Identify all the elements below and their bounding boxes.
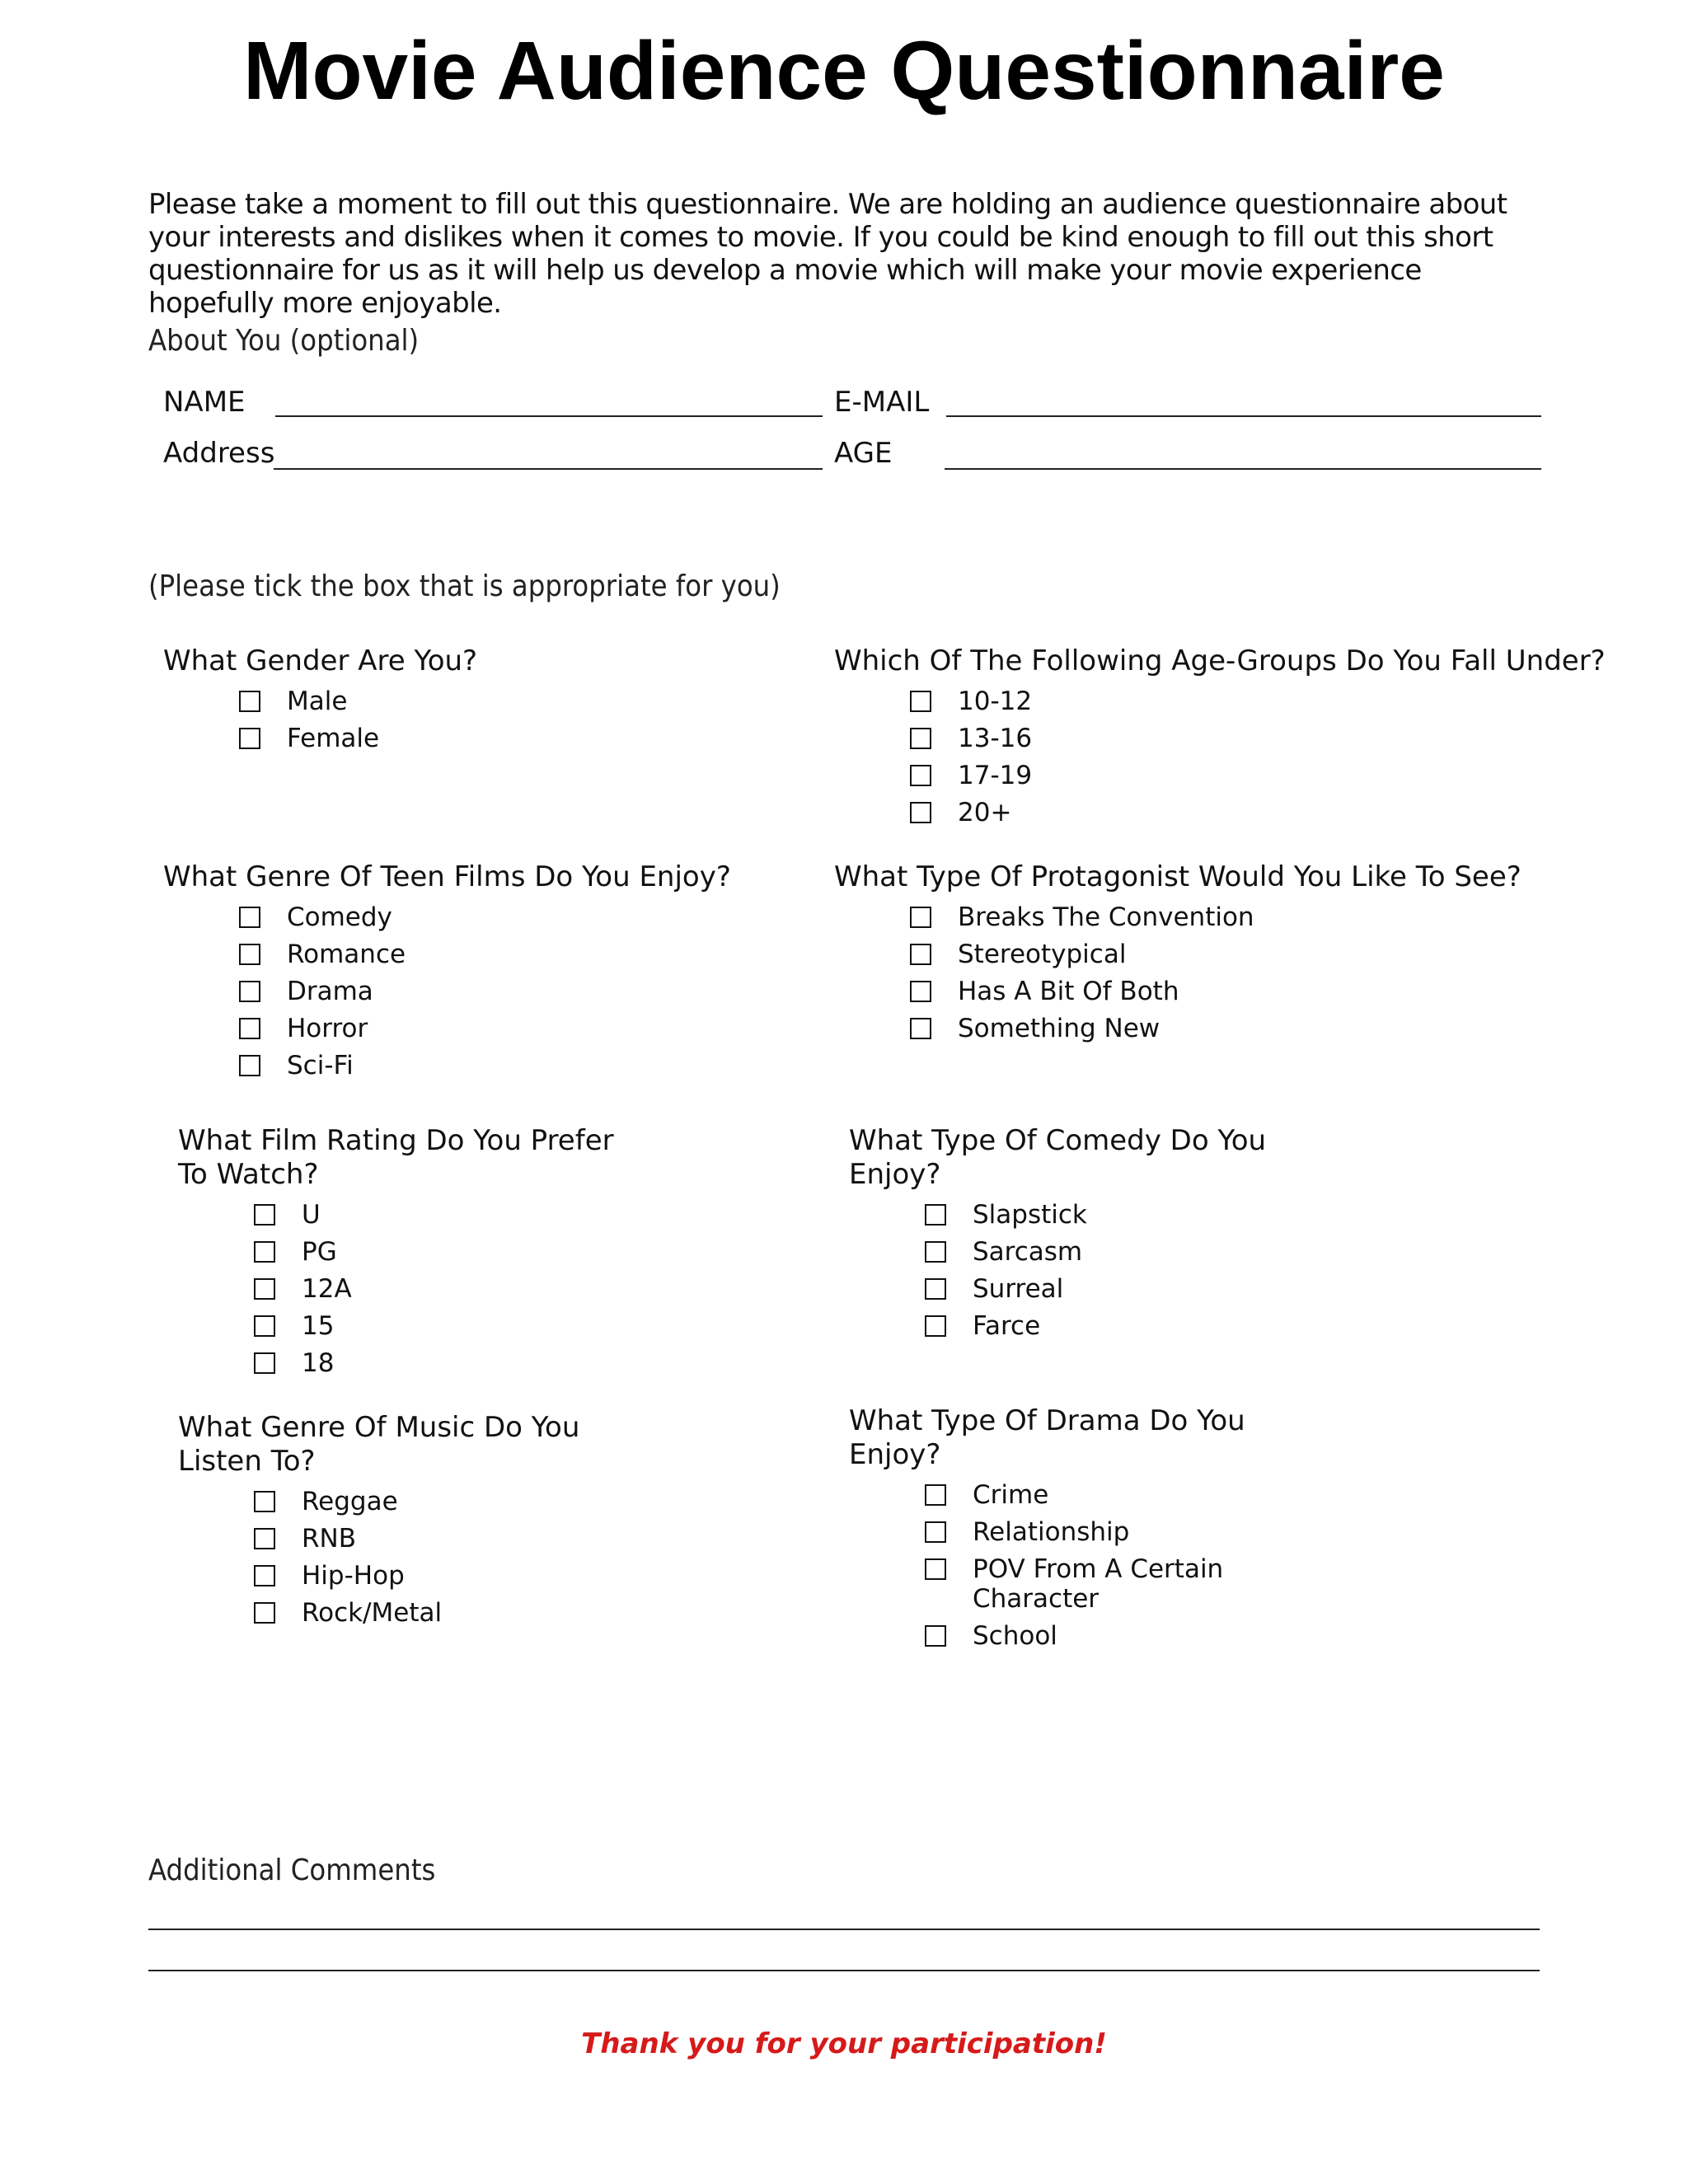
question-line: What Type Of Drama Do You — [849, 1404, 1245, 1437]
address-label: Address — [163, 437, 275, 470]
about-you-heading: About You (optional) — [148, 324, 420, 358]
checkbox[interactable] — [239, 981, 260, 1002]
checkbox[interactable] — [254, 1204, 275, 1226]
checkbox[interactable] — [910, 691, 931, 712]
option-label: Female — [287, 724, 380, 753]
option-label: Surreal — [973, 1274, 1064, 1304]
checkbox[interactable] — [925, 1315, 946, 1337]
checkbox[interactable] — [254, 1352, 275, 1374]
comment-line[interactable] — [148, 1929, 1540, 1930]
option-label: POV From A Certain — [973, 1554, 1224, 1584]
checkbox[interactable] — [925, 1241, 946, 1263]
option-label: PG — [302, 1237, 337, 1267]
question-line: To Watch? — [178, 1158, 319, 1191]
email-field[interactable] — [946, 415, 1541, 417]
checkbox[interactable] — [925, 1204, 946, 1226]
age-field[interactable] — [945, 468, 1541, 470]
checkbox[interactable] — [910, 944, 931, 965]
checkbox[interactable] — [239, 691, 260, 712]
option-label: Stereotypical — [958, 940, 1127, 969]
checkbox[interactable] — [254, 1315, 275, 1337]
option-label: 20+ — [958, 798, 1012, 827]
option-label: Male — [287, 687, 348, 716]
teen-genre-option[interactable] — [239, 902, 392, 932]
music-option[interactable] — [254, 1598, 442, 1628]
checkbox[interactable] — [910, 765, 931, 786]
checkbox[interactable] — [910, 728, 931, 749]
music-option[interactable] — [254, 1524, 356, 1554]
page-title: Movie Audience Questionnaire — [243, 25, 1445, 117]
comedy-question — [849, 1124, 1266, 1192]
rating-option[interactable] — [254, 1274, 352, 1304]
option-label: Reggae — [302, 1487, 398, 1516]
option-label: Something New — [958, 1014, 1160, 1043]
rating-option[interactable] — [254, 1348, 334, 1378]
checkbox[interactable] — [239, 1018, 260, 1039]
intro-paragraph: Please take a moment to fill out this questionnaire. We are holding an audience questionnaire about your interests and dislikes when it comes to movie. If you could be kind enough to fill out this short questionnaire for us as it will help us develop a movie which will make your movie experience hopefully more enjoyable. — [148, 188, 1507, 320]
option-label: 10-12 — [958, 687, 1033, 716]
option-label: 17-19 — [958, 761, 1033, 790]
option-label: School — [973, 1621, 1057, 1651]
option-label: Comedy — [287, 902, 392, 932]
checkbox[interactable] — [254, 1241, 275, 1263]
protagonist-option[interactable] — [910, 902, 1254, 932]
drama-question — [849, 1404, 1245, 1472]
checkbox[interactable] — [239, 944, 260, 965]
drama-option[interactable] — [925, 1517, 1129, 1547]
checkbox[interactable] — [910, 802, 931, 823]
option-label: Has A Bit Of Both — [958, 977, 1179, 1006]
comedy-option[interactable] — [925, 1274, 1063, 1304]
checkbox[interactable] — [925, 1521, 946, 1543]
option-label: U — [302, 1200, 321, 1230]
comedy-option[interactable] — [925, 1200, 1087, 1230]
checkbox[interactable] — [254, 1528, 275, 1549]
option-label: Sci-Fi — [287, 1051, 354, 1080]
checkbox[interactable] — [925, 1278, 946, 1300]
question-line: Enjoy? — [849, 1158, 941, 1191]
option-label: Sarcasm — [973, 1237, 1083, 1267]
name-label: NAME — [163, 386, 246, 419]
gender-question: What Gender Are You? — [163, 644, 478, 677]
checkbox[interactable] — [910, 1018, 931, 1039]
gender-option[interactable] — [239, 687, 347, 716]
drama-option[interactable] — [925, 1621, 1057, 1651]
protagonist-question: What Type Of Protagonist Would You Like To See? — [834, 860, 1522, 893]
question-line: What Film Rating Do You Prefer — [178, 1124, 614, 1157]
age-group-option[interactable] — [910, 724, 1032, 753]
checkbox[interactable] — [239, 1055, 260, 1076]
name-field[interactable] — [275, 415, 823, 417]
music-option[interactable] — [254, 1487, 398, 1516]
checkbox[interactable] — [254, 1278, 275, 1300]
age-group-option[interactable] — [910, 761, 1032, 790]
option-label: 15 — [302, 1311, 335, 1341]
music-question — [178, 1411, 579, 1479]
rating-option[interactable] — [254, 1311, 334, 1341]
checkbox[interactable] — [254, 1491, 275, 1512]
option-label: 13-16 — [958, 724, 1033, 753]
teen-genre-option[interactable] — [239, 1051, 354, 1080]
option-label: 18 — [302, 1348, 335, 1378]
teen-genre-option[interactable] — [239, 977, 373, 1006]
tick-instruction: (Please tick the box that is appropriate for you) — [148, 569, 781, 603]
checkbox[interactable] — [925, 1558, 946, 1580]
option-label: Rock/Metal — [302, 1598, 443, 1628]
option-label: Relationship — [973, 1517, 1130, 1547]
option-label: Crime — [973, 1480, 1049, 1510]
rating-option[interactable] — [254, 1200, 321, 1230]
option-label: Slapstick — [973, 1200, 1087, 1230]
age-group-option[interactable] — [910, 798, 1011, 827]
rating-option[interactable] — [254, 1237, 337, 1267]
address-field[interactable] — [274, 468, 823, 470]
checkbox[interactable] — [254, 1565, 275, 1586]
music-option[interactable] — [254, 1561, 405, 1591]
protagonist-option[interactable] — [910, 977, 1179, 1006]
option-label-continuation: Character — [973, 1584, 1100, 1614]
protagonist-option[interactable] — [910, 940, 1126, 969]
age-label: AGE — [834, 437, 893, 470]
option-label: Farce — [973, 1311, 1041, 1341]
email-label: E-MAIL — [834, 386, 930, 419]
rating-question — [178, 1124, 614, 1192]
checkbox[interactable] — [254, 1602, 275, 1624]
gender-option[interactable] — [239, 724, 379, 753]
comment-line[interactable] — [148, 1970, 1540, 1971]
checkbox[interactable] — [925, 1484, 946, 1506]
checkbox[interactable] — [910, 907, 931, 928]
comedy-option[interactable] — [925, 1311, 1040, 1341]
question-line: Enjoy? — [849, 1438, 941, 1471]
option-label: 12A — [302, 1274, 352, 1304]
teen-genre-option[interactable] — [239, 1014, 368, 1043]
checkbox[interactable] — [239, 728, 260, 749]
comedy-option[interactable] — [925, 1237, 1082, 1267]
age-group-option[interactable] — [910, 687, 1032, 716]
option-label: Hip-Hop — [302, 1561, 405, 1591]
additional-comments-heading: Additional Comments — [148, 1854, 436, 1887]
teen-genre-option[interactable] — [239, 940, 406, 969]
checkbox[interactable] — [925, 1625, 946, 1647]
option-label: Horror — [287, 1014, 368, 1043]
teen-genre-question: What Genre Of Teen Films Do You Enjoy? — [163, 860, 731, 893]
checkbox[interactable] — [239, 907, 260, 928]
option-label: Breaks The Convention — [958, 902, 1254, 932]
checkbox[interactable] — [910, 981, 931, 1002]
option-label: Romance — [287, 940, 406, 969]
question-line: Listen To? — [178, 1445, 316, 1478]
option-label: Drama — [287, 977, 373, 1006]
drama-option[interactable] — [925, 1554, 1223, 1584]
thank-you-message: Thank you for your participation! — [581, 2027, 1107, 2060]
option-label: RNB — [302, 1524, 356, 1554]
question-line: What Genre Of Music Do You — [178, 1411, 580, 1444]
question-line: What Type Of Comedy Do You — [849, 1124, 1267, 1157]
drama-option[interactable] — [925, 1480, 1048, 1510]
age-group-question: Which Of The Following Age-Groups Do You Fall Under? — [834, 644, 1606, 677]
protagonist-option[interactable] — [910, 1014, 1160, 1043]
